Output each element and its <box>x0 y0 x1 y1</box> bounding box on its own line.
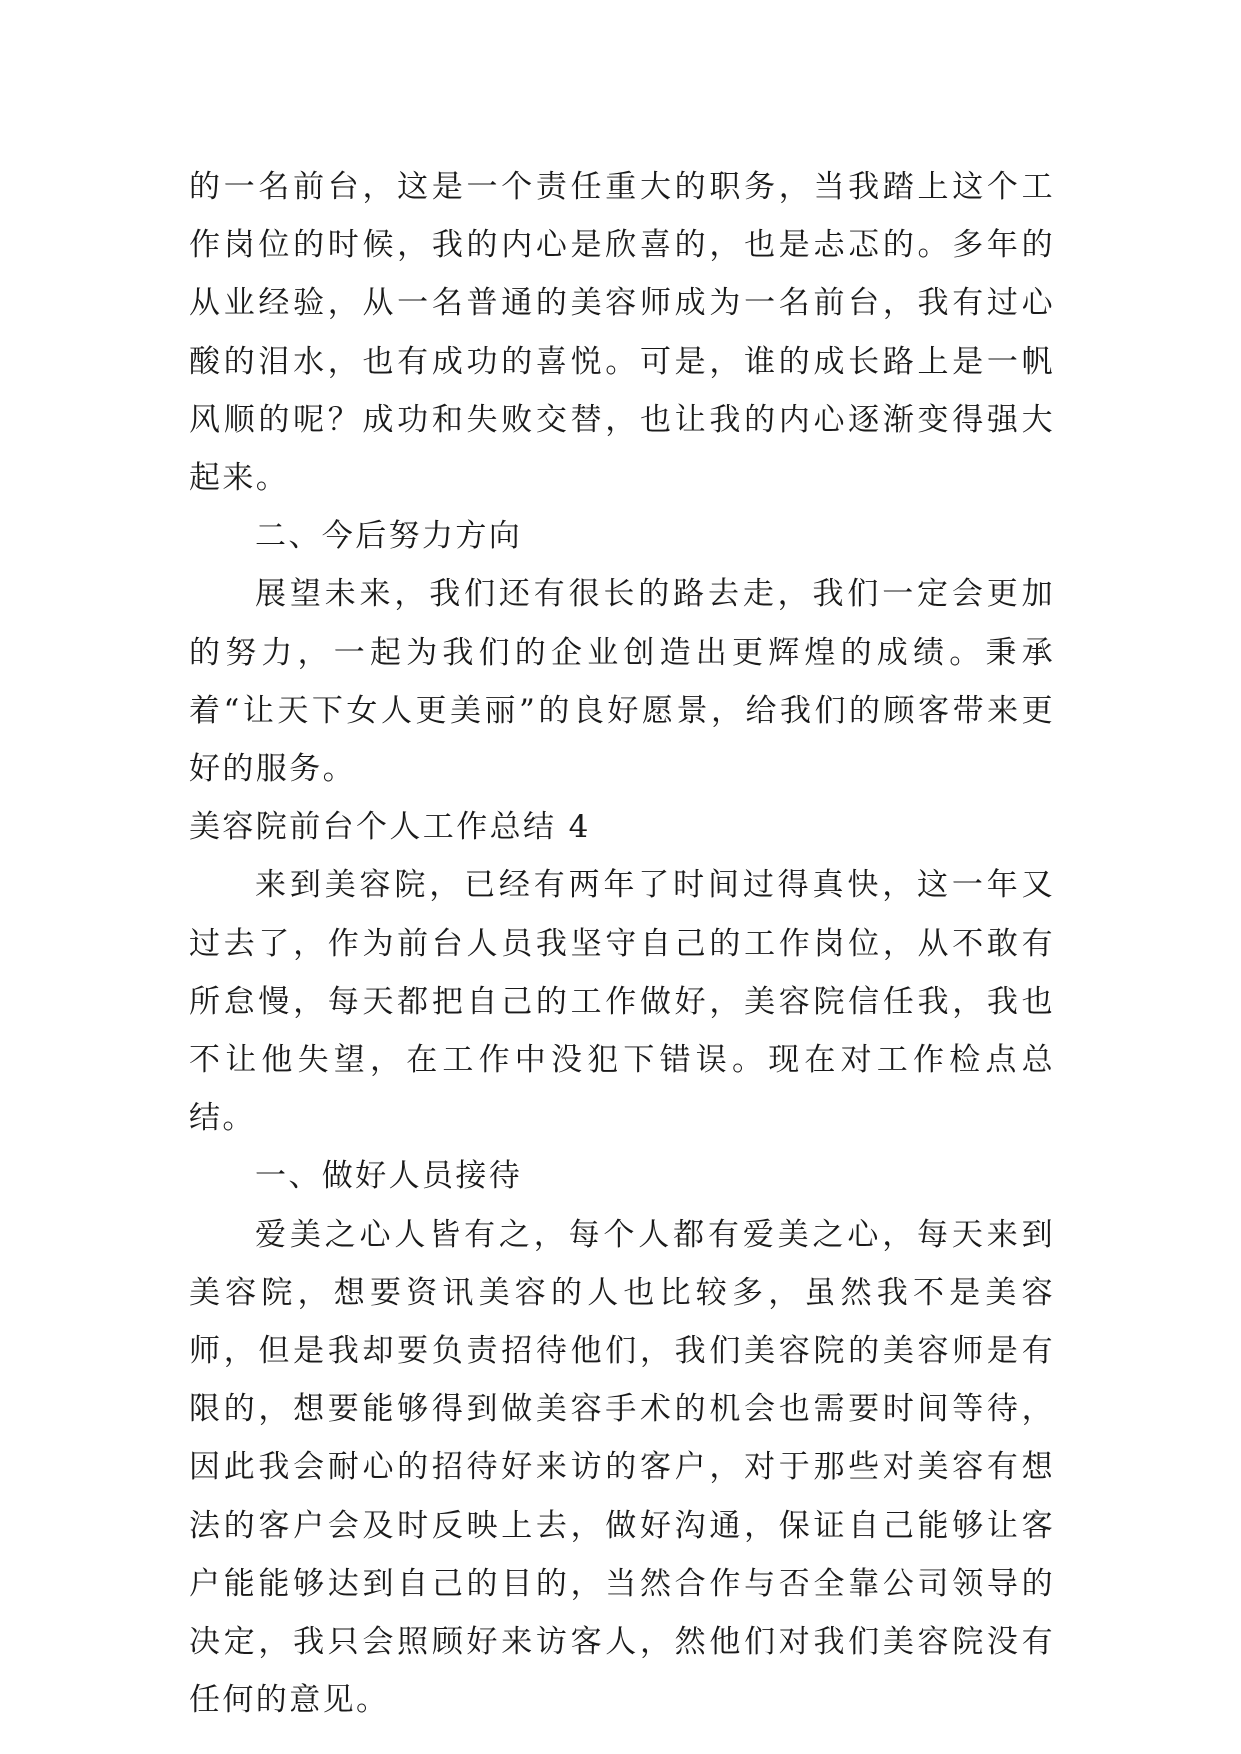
section-heading-future-direction: 二、今后努力方向 <box>255 518 523 555</box>
paragraph-outlook: 展望未来，我们还有很长的路去走，我们一定会更加的努力，一起为我们的企业创造出更辉煌的成绩。秉承着“让天下女人更美丽”的良好愿景，给我们的顾客带来更好的服务。 <box>189 576 1055 788</box>
article-title: 美容院前台个人工作总结 4 <box>189 809 591 846</box>
paragraph-continuation: 的一名前台，这是一个责任重大的职务，当我踏上这个工作岗位的时候，我的内心是欣喜的，也是忐忑的。多年的从业经验，从一名普通的美容师成为一名前台，我有过心酸的泪水，也有成功的喜悦。可是，谁的成长路上是一帆风顺的呢？成功和失败交替，也让我的内心逐渐变得强大起来。 <box>189 169 1055 497</box>
document-body <box>189 158 1055 1729</box>
paragraph-reception: 爱美之心人皆有之，每个人都有爱美之心，每天来到美容院，想要资讯美容的人也比较多，虽然我不是美容师，但是我却要负责招待他们，我们美容院的美容师是有限的，想要能够得到做美容手术的机会也需要时间等待，因此我会耐心的招待好来访的客户，对于那些对美容有想法的客户会及时反映上去，做好沟通，保证自己能够让客户能能够达到自己的目的，当然合作与否全靠公司领导的决定，我只会照顾好来访客人，然他们对我们美容院没有任何的意见。 <box>189 1216 1055 1719</box>
paragraph-intro: 来到美容院，已经有两年了时间过得真快，这一年又过去了，作为前台人员我坚守自己的工作岗位，从不敢有所怠慢，每天都把自己的工作做好，美容院信任我，我也不让他失望，在工作中没犯下错误。现在对工作检点总结。 <box>189 867 1055 1137</box>
section-heading-reception: 一、做好人员接待 <box>255 1158 523 1195</box>
